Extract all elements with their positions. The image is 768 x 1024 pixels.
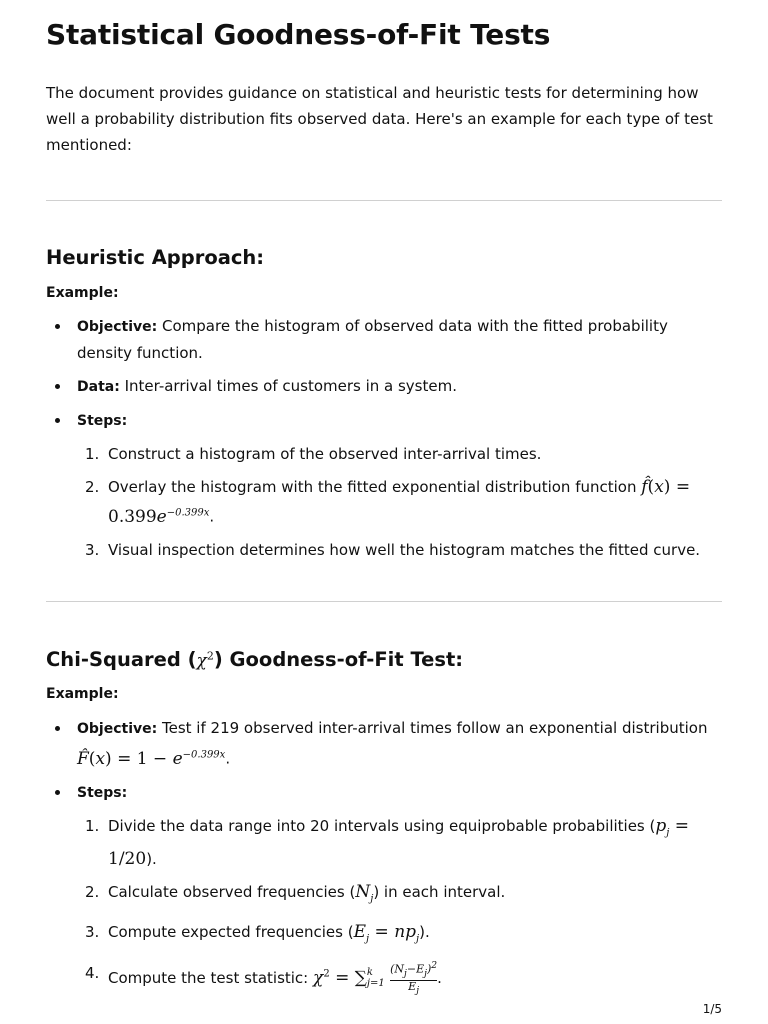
page-number: 1/5 — [702, 1002, 722, 1016]
step-item: 3. Compute expected frequencies $(E_j = np_j)$. — [85, 922, 430, 945]
objective-text: Test if 219 observed inter-arrival times follow an exponential distribution — [157, 719, 708, 737]
objective-label: Objective: — [77, 721, 158, 737]
objective-label: Objective: — [77, 319, 158, 335]
page-title: Statistical Goodness-of-Fit Tests — [46, 18, 551, 51]
data-text: Inter-arrival times of customers in a system. — [119, 377, 457, 395]
chisq-bullet-list — [46, 715, 722, 1004]
step-item: 1. Divide the data range into 20 intervals using equiprobable probabilities $(p_j = 1/20)$. — [85, 815, 690, 870]
math-formula: $E_j = np_j$ — [353, 922, 420, 945]
list-item — [46, 407, 722, 563]
list-item — [46, 313, 722, 366]
chi-symbol: $\chi^2$ — [196, 649, 214, 671]
chisq-steps-list — [77, 813, 722, 997]
math-formula: $p_j = 1/20$ — [108, 815, 690, 870]
heuristic-heading: Heuristic Approach: — [46, 246, 265, 269]
list-item — [46, 779, 722, 997]
math-formula: F̂(x) = $1 - e^{-0.399x}$ — [77, 748, 226, 769]
step-item: 2. Calculate observed frequencies $(N_j)$ in each interval. — [85, 882, 506, 905]
steps-label: Steps: — [77, 784, 128, 801]
heuristic-bullet-list — [46, 313, 722, 570]
step-item: 1. Construct a histogram of the observed inter-arrival times. — [85, 445, 542, 463]
data-label: Data: — [77, 379, 120, 395]
math-formula: $N_j$ — [355, 882, 374, 905]
list-item — [46, 373, 722, 400]
objective-text: Compare the histogram of observed data with the fitted probability density function. — [77, 317, 668, 362]
math-formula: f̂(x) = $0.399e^{-0.399x}$ — [108, 477, 691, 527]
steps-label: Steps: — [77, 413, 128, 429]
chisq-heading: Chi-Squared $(\chi^2)$ Goodness-of-Fit Test: — [46, 648, 464, 671]
math-formula: $\chi^2$ = ∑ k j=1 $\frac{(N_j-E_j)^2}{E_j}$ — [313, 959, 438, 996]
intro-paragraph: The document provides guidance on statistical and heuristic tests for determining how well a probability distribution fits observed data. Here's an example for each type of test mentioned: — [46, 84, 713, 154]
heuristic-steps-list — [77, 441, 722, 563]
list-item: Objective: Test if 219 observed inter-arrival times follow an exponential distribution F̂(x) = $1 - e^{-0.399x}$. — [46, 715, 722, 772]
section-divider — [46, 601, 722, 602]
section-divider — [46, 200, 722, 201]
heuristic-example-label: Example: — [46, 285, 119, 301]
step-item: 2. Overlay the histogram with the fitted exponential distribution function f̂(x) = $0.399e^{-0.399x}$. — [85, 477, 691, 527]
step-item: 3. Visual inspection determines how well the histogram matches the fitted curve. — [85, 540, 701, 559]
chisq-example-label: Example: — [46, 686, 119, 702]
step-item: 4. Compute the test statistic: $\chi^2$ = ∑ k j=1 $\frac{(N_j-E_j)^2}{E_j}$ . — [85, 959, 442, 996]
